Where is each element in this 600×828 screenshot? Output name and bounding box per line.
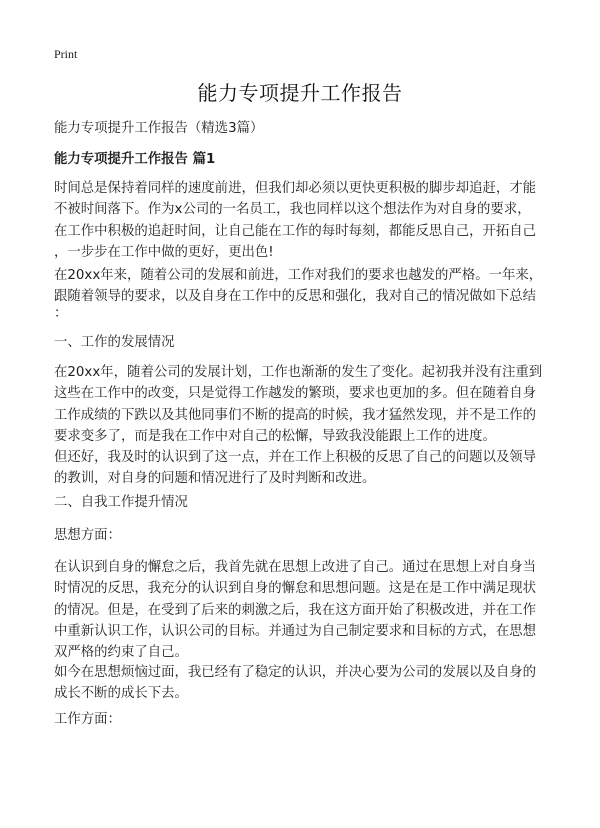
- paragraph-line: 成长不断的成长下去。: [54, 686, 188, 702]
- subtitle-text: 能力专项提升工作报告（精选3篇）: [54, 121, 264, 136]
- paragraph-resolution: [54, 662, 564, 705]
- section-heading: [54, 149, 564, 170]
- heading-text: 工作方面：: [54, 712, 121, 727]
- print-label: Print: [54, 47, 78, 61]
- section-heading-text: 能力专项提升工作报告 篇1: [54, 152, 216, 167]
- paragraph-line: 在20xx年，随着公司的发展计划，工作也渐渐的发生了变化。起初我并没有注重到: [54, 365, 543, 380]
- paragraph-line: 的情况。但是，在受到了后来的刺激之后，我在这方面开始了积极改进，并在工作: [54, 602, 537, 618]
- paragraph-line: ：: [54, 305, 68, 321]
- paragraph-line: 要求变多了，而是我在工作中对自己的松懈，导致我没能跟上工作的进度。: [54, 428, 496, 444]
- paragraph-reflection: [54, 447, 564, 490]
- paragraph-summary: [54, 265, 564, 322]
- heading-text: 一、工作的发展情况: [54, 335, 175, 350]
- paragraph-line: 中重新认识工作，认识公司的目标。并通过为自己制定要求和目标的方式，在思想: [54, 623, 537, 639]
- heading-self-improvement: [54, 492, 564, 513]
- paragraph-line: 在认识到自身的懈怠之后，我首先就在思想上改进了自己。通过在思想上对自身当: [54, 560, 537, 575]
- heading-text: 二、自我工作提升情况: [54, 495, 188, 510]
- paragraph-line: 的教训，对自身的问题和情况进行了及时判断和改进。: [54, 471, 376, 487]
- paragraph-thinking: [54, 557, 564, 663]
- paragraph-line: 这些在工作中的改变，只是觉得工作越发的繁琐，要求也更加的多。但在随着自身: [54, 386, 537, 402]
- paragraph-line: 如今在思想烦恼过面，我已经有了稳定的认识，并决心要为公司的发展以及自身的: [54, 665, 537, 680]
- paragraph-line: 不被时间落下。作为x公司的一名员工，我也同样以这个想法作为对自身的要求，: [54, 202, 531, 218]
- paragraph-work-development: [54, 362, 564, 447]
- paragraph-line: 在工作中积极的追赶时间，让自己能在工作的每时每刻，都能反思自己，开拓自己: [54, 223, 537, 239]
- heading-work-aspect: [54, 709, 564, 730]
- document-title: 能力专项提升工作报告: [197, 81, 403, 105]
- paragraph-line: 时情况的反思，我充分的认识到自身的懈怠和思想问题。这是在是工作中满足现状: [54, 581, 537, 597]
- heading-work-development: [54, 332, 564, 353]
- paragraph-line: 在20xx年来，随着公司的发展和前进，工作对我们的要求也越发的严格。一年来，: [54, 268, 543, 283]
- paragraph-line: 时间总是保持着同样的速度前进，但我们却必须以更快更积极的脚步却追赶，才能: [54, 181, 537, 196]
- paragraph-line: 双严格的约束了自己。: [54, 645, 188, 661]
- heading-thinking: [54, 525, 564, 546]
- paragraph-line: 工作成绩的下跌以及其他同事们不断的提高的时候，我才猛然发现，并不是工作的: [54, 407, 537, 423]
- heading-text: 思想方面：: [54, 528, 121, 543]
- paragraph-line: 跟随着领导的要求，以及自身在工作中的反思和强化，我对自己的情况做如下总结: [54, 289, 537, 305]
- document-subtitle: [54, 118, 564, 139]
- paragraph-line: 但还好，我及时的认识到了这一点，并在工作上积极的反思了自己的问题以及领导: [54, 450, 537, 465]
- paragraph-line: ，一步步在工作中做的更好，更出色!: [54, 244, 274, 260]
- paragraph-intro: [54, 178, 564, 263]
